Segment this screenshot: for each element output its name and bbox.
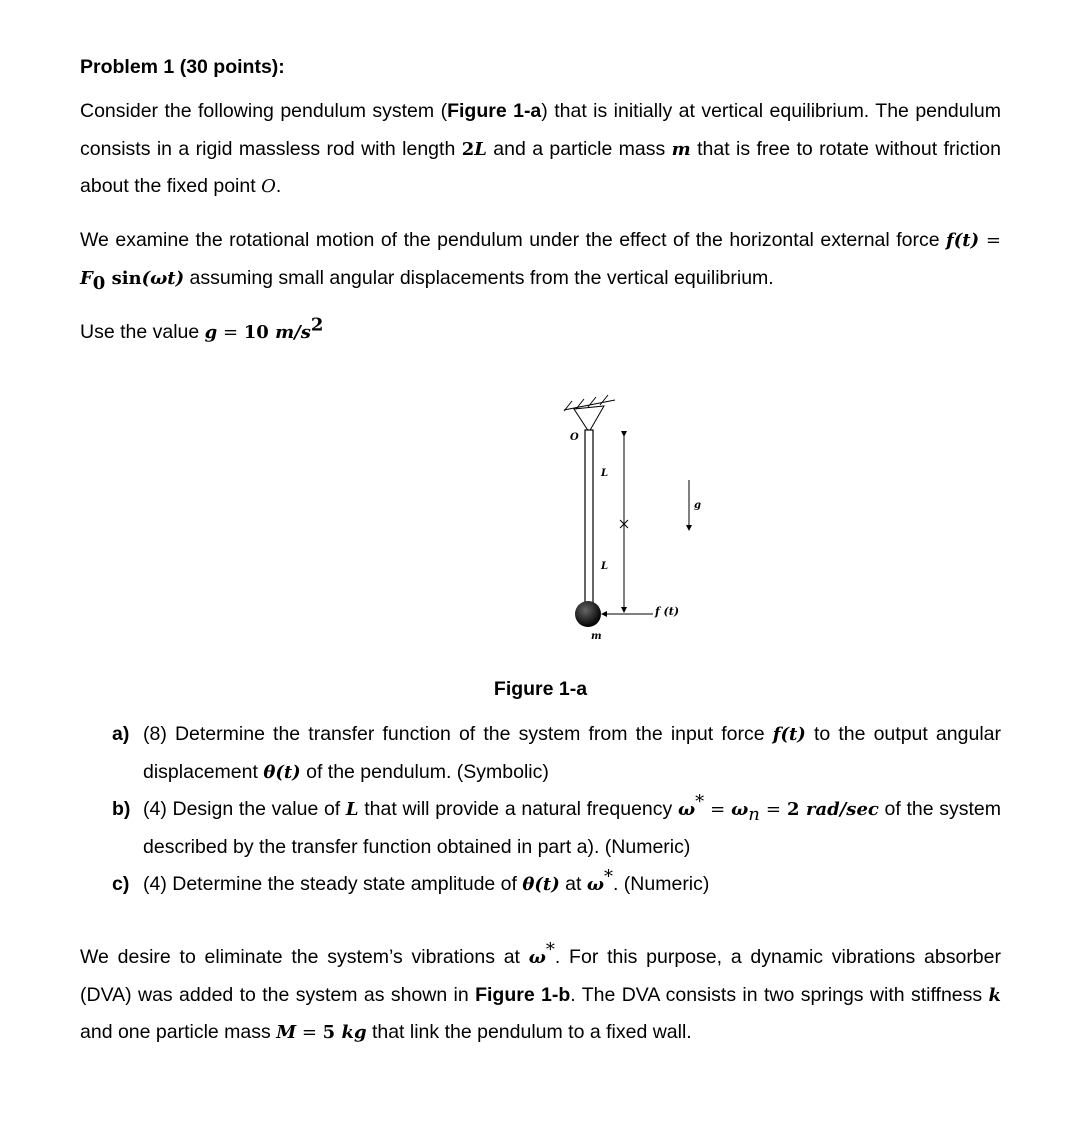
question-label: c)	[112, 873, 130, 895]
question-a: a) (8) Determine the transfer function of the system from the input force f(t) to the output angular displacement θ(t) of the pendulum. (Symbolic)	[112, 716, 1001, 791]
ceiling-support	[564, 395, 615, 432]
force-label: f (t)	[655, 605, 680, 618]
problem-title: Problem 1 (30 points):	[80, 56, 285, 78]
figure-reference: Figure 1-b	[475, 983, 571, 1006]
question-c: c) (4) Determine the steady state amplitude of θ(t) at ω*. (Numeric)	[112, 866, 1001, 904]
gravity-label: g	[694, 500, 701, 511]
upper-length-label: L	[601, 468, 609, 479]
intro-paragraph: Consider the following pendulum system (Figure 1-a) that is initially at vertical equilibrium. The pendulum consists in a rigid massless rod with length 2L and a particle mass m that is free to rotate without friction about the fixed point O.	[80, 100, 1001, 197]
question-b: b) (4) Design the value of L that will provide a natural frequency $\omega^* = \omega_n = 2$ rad/sec of the system described by the transfer function obtained in part a). (Numeric)	[112, 791, 1002, 858]
pendulum-rod	[585, 430, 593, 610]
lower-length-label: L	[601, 561, 609, 572]
figure-caption: Figure 1-a	[493, 678, 588, 700]
question-label: b)	[112, 798, 131, 820]
force-paragraph: We examine the rotational motion of the pendulum under the effect of the horizontal external force $f(t) = F_0$ sin(ωt) assuming small angular displacements from the vertical equilibrium.	[80, 229, 1001, 294]
dva-paragraph: We desire to eliminate the system’s vibrations at ω*. For this purpose, a dynamic vibrations absorber (DVA) was added to the system as shown in Figure 1-b. The DVA consists in two springs with stiffness k and one particle mass M = 5 kg that link the pendulum to a fixed wall.	[80, 939, 1001, 1043]
pivot-label: O	[570, 432, 579, 443]
question-list	[112, 716, 1001, 904]
pendulum-mass	[575, 601, 601, 627]
gravity-paragraph: Use the value g = 10 $m/s^2$	[80, 314, 324, 343]
pendulum-figure	[480, 388, 740, 648]
question-label: a)	[112, 723, 130, 745]
length-dimension	[620, 436, 628, 612]
figure-reference: Figure 1-a	[447, 100, 542, 122]
mass-label: m	[591, 631, 602, 642]
